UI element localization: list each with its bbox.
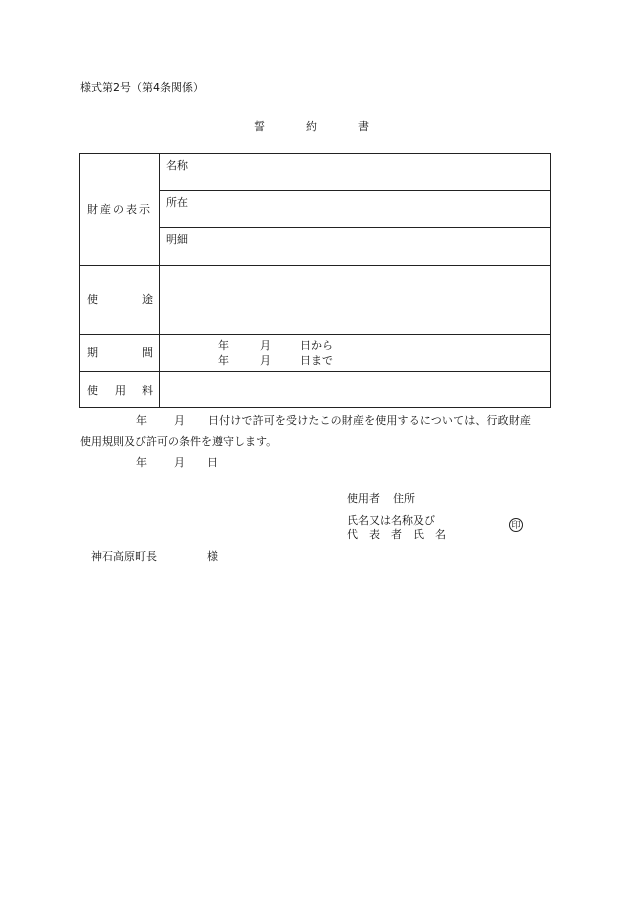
seal-mark: 印 — [509, 518, 523, 532]
signer-name-line-1: 氏名又は名称及び — [347, 514, 435, 527]
body-line-1: 日付けで許可を受けたこの財産を使用するについては、行政財産 — [208, 414, 532, 427]
use-label-char-2: 途 — [142, 293, 153, 306]
period-from-day: 日から — [300, 339, 333, 352]
signer-name-line-2: 代 表 者 氏 名 — [347, 528, 446, 541]
period-from-month: 月 — [260, 339, 271, 352]
address-label: 住所 — [393, 492, 415, 505]
period-label-char-1: 期 — [87, 346, 98, 359]
row-divider — [80, 265, 550, 266]
title-char-3: 書 — [358, 120, 369, 133]
addressee-name: 神石高原町長 — [91, 550, 157, 563]
body-month: 月 — [174, 414, 185, 427]
period-to-year: 年 — [218, 354, 229, 367]
row-divider — [80, 371, 550, 372]
column-divider — [159, 154, 160, 407]
body-year: 年 — [136, 414, 147, 427]
pledge-table — [79, 153, 551, 408]
period-from-year: 年 — [218, 339, 229, 352]
fee-label-char-3: 料 — [142, 384, 153, 397]
details-label: 明細 — [166, 233, 188, 246]
body-line-2: 使用規則及び許可の条件を遵守します。 — [80, 435, 278, 448]
title-char-2: 約 — [306, 120, 317, 133]
title-char-1: 誓 — [254, 120, 265, 133]
name-label: 名称 — [166, 159, 188, 172]
row-divider — [159, 227, 550, 228]
date-month: 月 — [174, 456, 185, 469]
location-label: 所在 — [166, 196, 188, 209]
period-to-month: 月 — [260, 354, 271, 367]
property-label: 財産の表示 — [87, 203, 152, 216]
row-divider — [159, 190, 550, 191]
addressee-honorific: 様 — [207, 550, 218, 563]
user-label: 使用者 — [347, 492, 380, 505]
use-label-char-1: 使 — [87, 293, 98, 306]
date-day: 日 — [207, 456, 218, 469]
period-to-day: 日まで — [300, 354, 333, 367]
fee-label-char-2: 用 — [115, 384, 126, 397]
fee-label-char-1: 使 — [87, 384, 98, 397]
form-number: 様式第2号（第4条関係） — [80, 81, 204, 94]
period-label-char-2: 間 — [142, 346, 153, 359]
row-divider — [80, 334, 550, 335]
date-year: 年 — [136, 456, 147, 469]
